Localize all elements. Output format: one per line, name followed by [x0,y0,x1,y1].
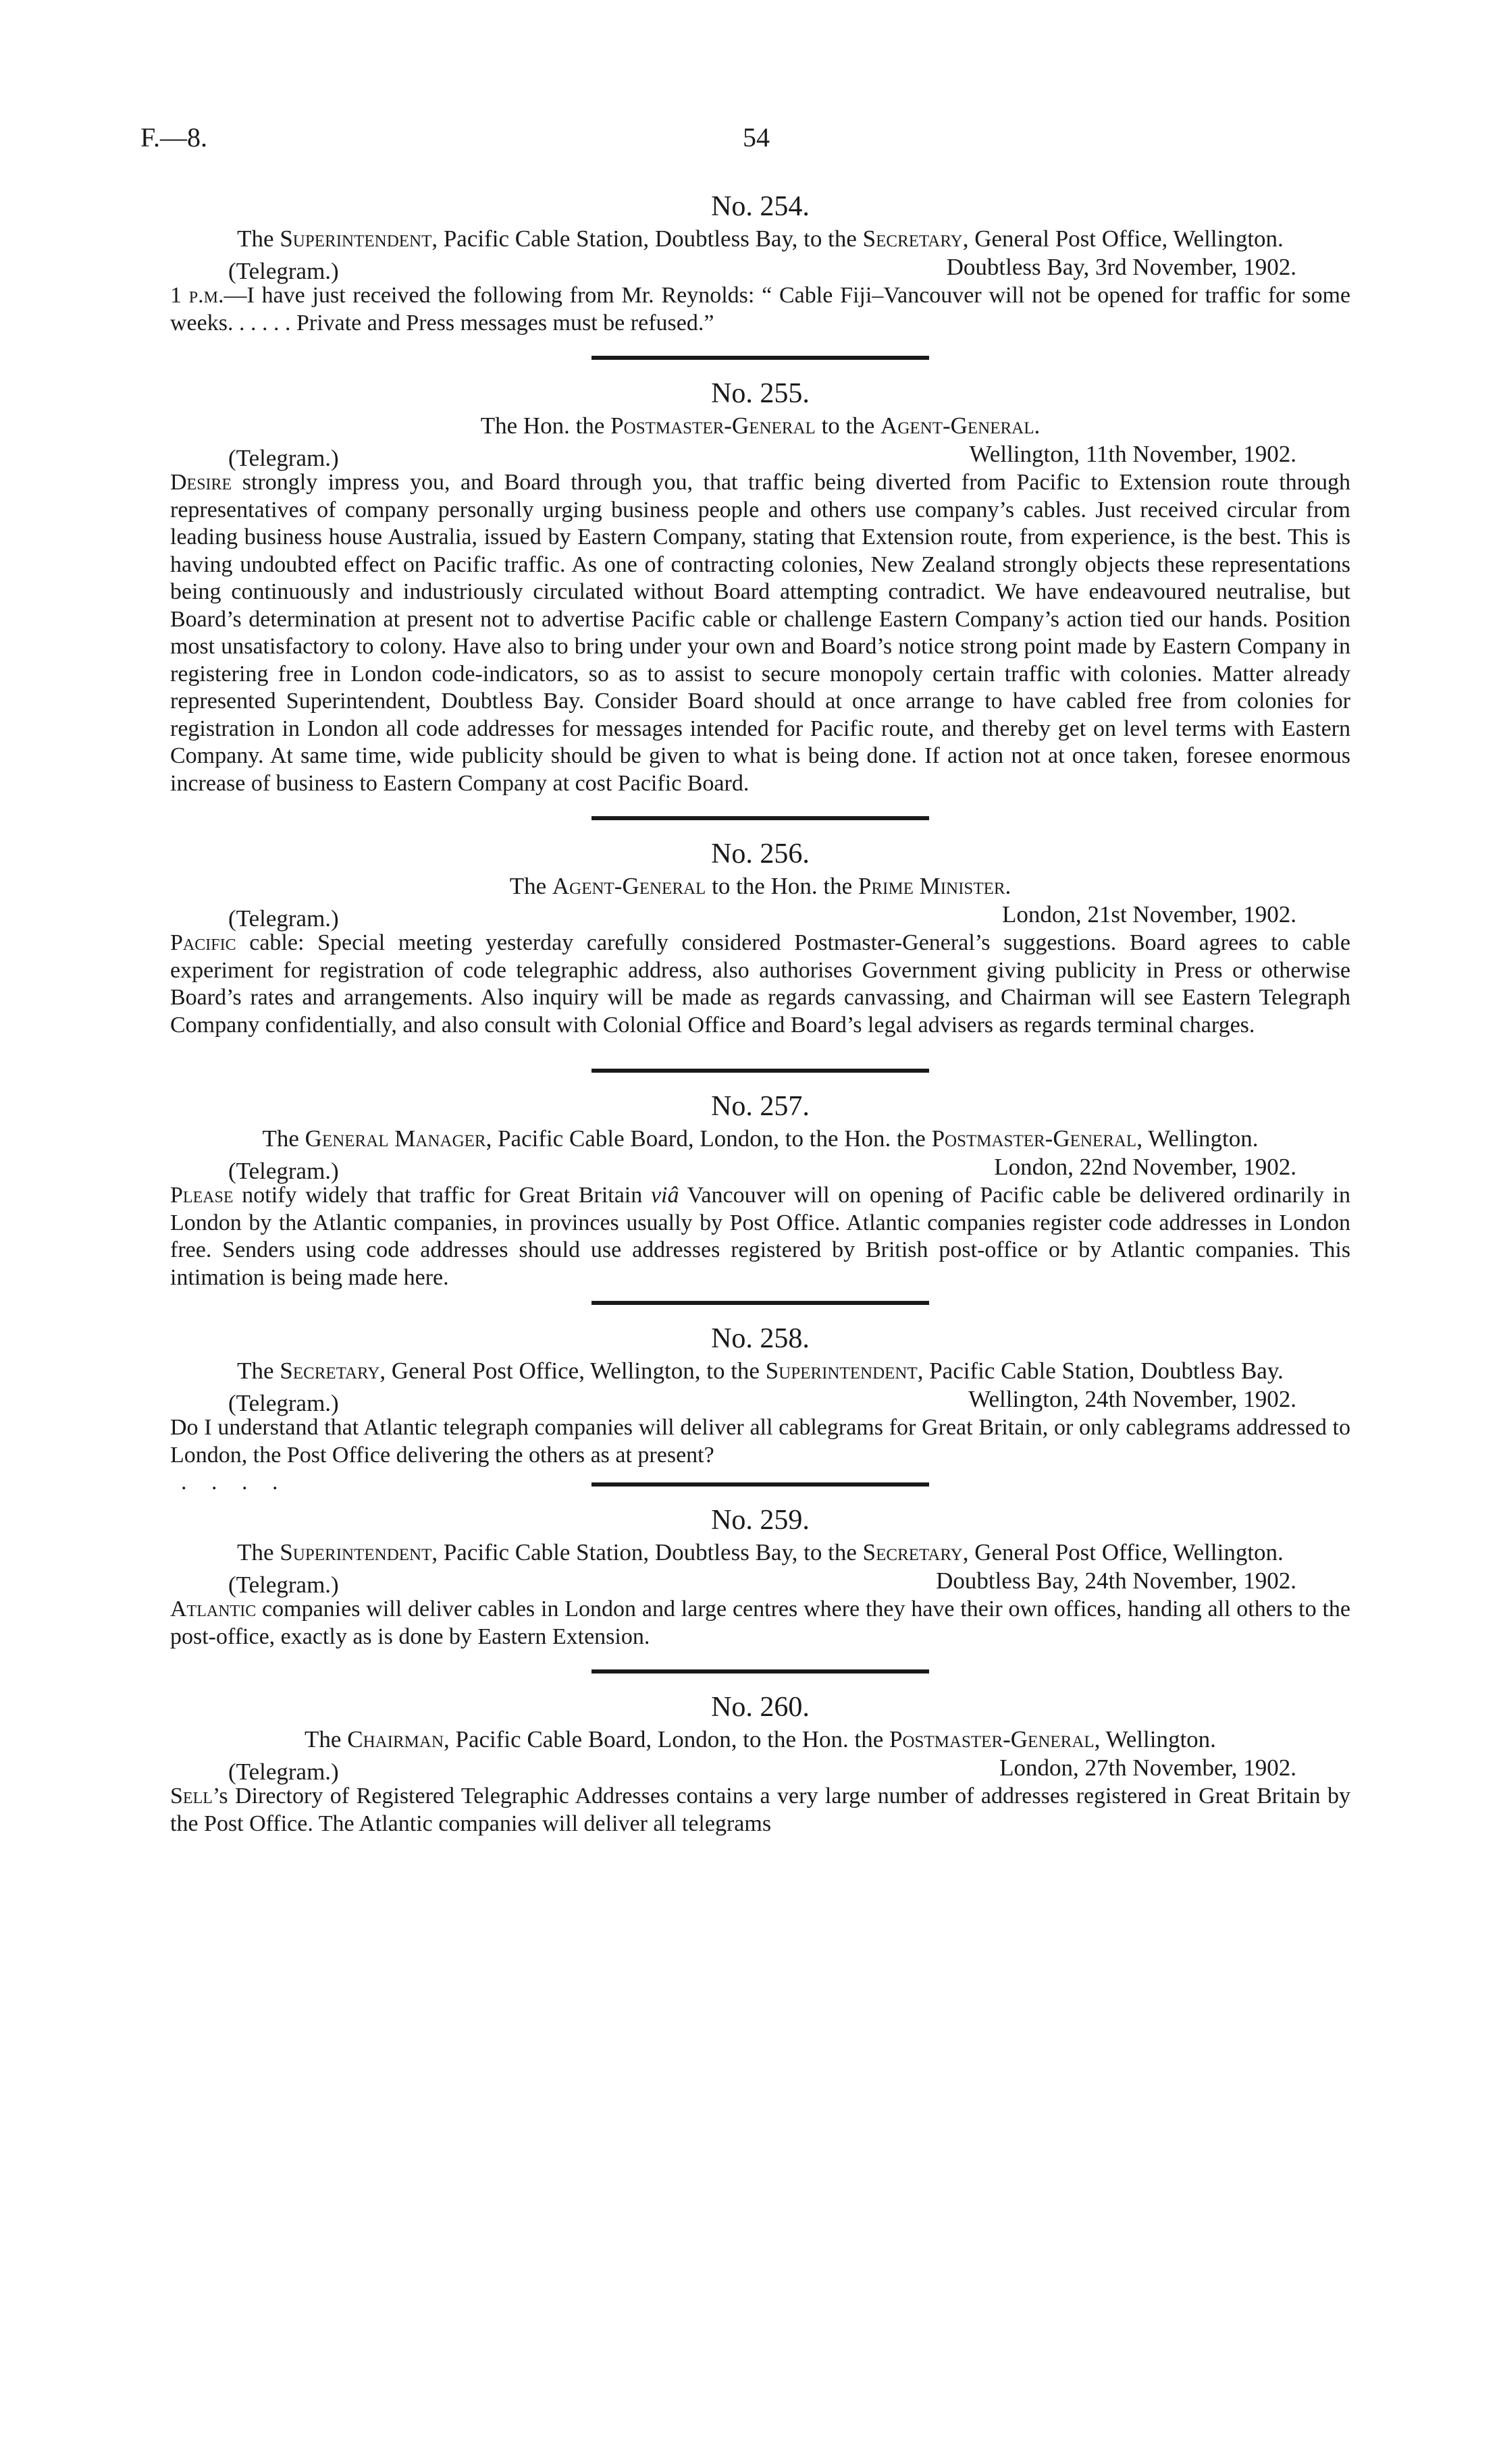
entry-text: Please notify widely that traffic for Great Britain viâ Vancouver will on opening of Pacific cable be delivered ordinarily in London by the Atlantic companies, in provinces usually by Post Office. Atlantic companies register code addresses in London free. Senders using code addresses should use addresses registered by British post-office or by Atlantic companies. This intimation is being made here. [170,1183,1350,1290]
dateline: London, 22nd November, 1902. [994,1154,1296,1180]
entry-text: Desire strongly impress you, and Board through you, that traffic being diverted from Pacific to Extension route through representatives of company personally urging business people and others use company’s cables. Just received circular from leading business house Australia, issued by Eastern Company, stating that Extension route, from experience, is the best. This is having undoubted effect on Pacific traffic. As one of contracting colonies, New Zealand strongly objects these representations being continuously and industriously circulated without Board attempting contradict. We have endeavoured neutralise, but Board’s determination at present not to advertise Pacific cable or challenge Eastern Company’s action tied our hands. Position most unsatisfactory to colony. Have also to bring under your own and Board’s notice strong point made by Eastern Company in registering free in London code-indicators, so as to assist to secure monopoly certain traffic with colonies. Matter already represented Superintendent, Doubtless Bay. Consider Board should at once arrange to have cabled free from colonies for registration in London all code addresses for messages intended for Pacific route, and thereby get on level terms with Eastern Company. At same time, wide publicity should be given to what is being done. If action not at once taken, foresee enormous increase of business to Eastern Company at cost Pacific Board. [170,470,1350,796]
entry-258 [170,1320,1350,1496]
entry-260 [170,1688,1350,1838]
entry-meta [170,439,1350,469]
page-reference: F.—8. [140,122,208,153]
entry-number: No. 258. [711,1323,810,1354]
entry-number: No. 254. [711,191,810,222]
entry-header: The Superintendent, Pacific Cable Station, Doubtless Bay, to the Secretary, General Post Office, Wellington. [237,1539,1284,1565]
entry-meta [170,1566,1350,1596]
section-rule [591,1669,929,1673]
entry-number: No. 259. [711,1505,810,1536]
dateline: Wellington, 11th November, 1902. [969,441,1296,467]
dateline: Doubtless Bay, 24th November, 1902. [936,1568,1296,1594]
entry-number: No. 260. [711,1692,810,1723]
section-rule [591,1069,929,1073]
section-rule [591,356,929,360]
entry-256 [170,835,1350,1039]
entry-text: Do I understand that Atlantic telegraph companies will deliver all cablegrams for Great Britain, or only cablegrams addressed to London, the Post Office delivering the others as at present? [170,1415,1350,1468]
entry-254 [170,188,1350,337]
dateline: Doubtless Bay, 3rd November, 1902. [946,254,1296,280]
entry-header: The Chairman, Pacific Cable Board, London, to the Hon. the Postmaster-General, Wellington. [305,1726,1216,1752]
telegram-label: (Telegram.) [228,445,339,471]
entry-meta [170,1385,1350,1414]
dateline: Wellington, 24th November, 1902. [968,1386,1296,1412]
entry-header: The Secretary, General Post Office, Wellington, to the Superintendent, Pacific Cable Station, Doubtless Bay. [237,1358,1284,1384]
entry-text: 1 p.m.—I have just received the following from Mr. Reynolds: “ Cable Fiji–Vancouver will not be opened for traffic for some weeks. . . . . . Private and Press messages must be refused.” [170,283,1351,336]
entry-meta [170,252,1350,282]
ellipsis-dots: . . . . [181,1470,288,1495]
entry-meta [170,1753,1350,1783]
document-body [170,182,1350,1838]
dateline: London, 27th November, 1902. [999,1755,1296,1781]
entry-number: No. 255. [711,378,810,409]
dateline: London, 21st November, 1902. [1001,901,1296,928]
entry-text: Atlantic companies will deliver cables in London and large centres where they have their own offices, handing all others to the post-office, exactly as is done by Eastern Extension. [170,1597,1350,1649]
entry-255 [170,375,1350,797]
entry-number: No. 256. [711,838,810,869]
telegram-label: (Telegram.) [228,258,339,284]
telegram-label: (Telegram.) [228,1572,339,1598]
entry-text: Pacific cable: Special meeting yesterday carefully considered Postmaster-General’s suggestions. Board agrees to cable experiment for registration of code telegraphic address, also authorises Government giving publicity in Press or otherwise Board’s rates and arrangements. Also inquiry will be made as regards canvassing, and Chairman will see Eastern Telegraph Company confidentially, and also consult with Colonial Office and Board’s legal advisers as regards terminal charges. [170,930,1350,1038]
telegram-label: (Telegram.) [228,905,339,932]
entry-header: The Agent-General to the Hon. the Prime Minister. [509,873,1011,899]
page-number: 54 [743,122,770,153]
telegram-label: (Telegram.) [228,1759,339,1785]
entry-header: The General Manager, Pacific Cable Board, London, to the Hon. the Postmaster-General, Wellington. [262,1125,1259,1152]
section-rule [591,816,929,820]
entry-header: The Hon. the Postmaster-General to the Agent-General. [480,412,1041,439]
entry-meta [170,1152,1350,1182]
entry-259 [170,1501,1350,1651]
entry-text: Sell’s Directory of Registered Telegraphic Addresses contains a very large number of addresses registered in Great Britain by the Post Office. The Atlantic companies will deliver all telegrams [170,1784,1350,1836]
section-rule [591,1301,929,1305]
entry-number: No. 257. [711,1091,810,1122]
section-rule [591,1482,929,1487]
telegram-label: (Telegram.) [228,1158,339,1184]
telegram-label: (Telegram.) [228,1390,339,1416]
entry-257 [170,1088,1350,1291]
entry-header: The Superintendent, Pacific Cable Station, Doubtless Bay, to the Secretary, General Post Office, Wellington. [237,225,1284,252]
entry-meta [170,900,1350,930]
